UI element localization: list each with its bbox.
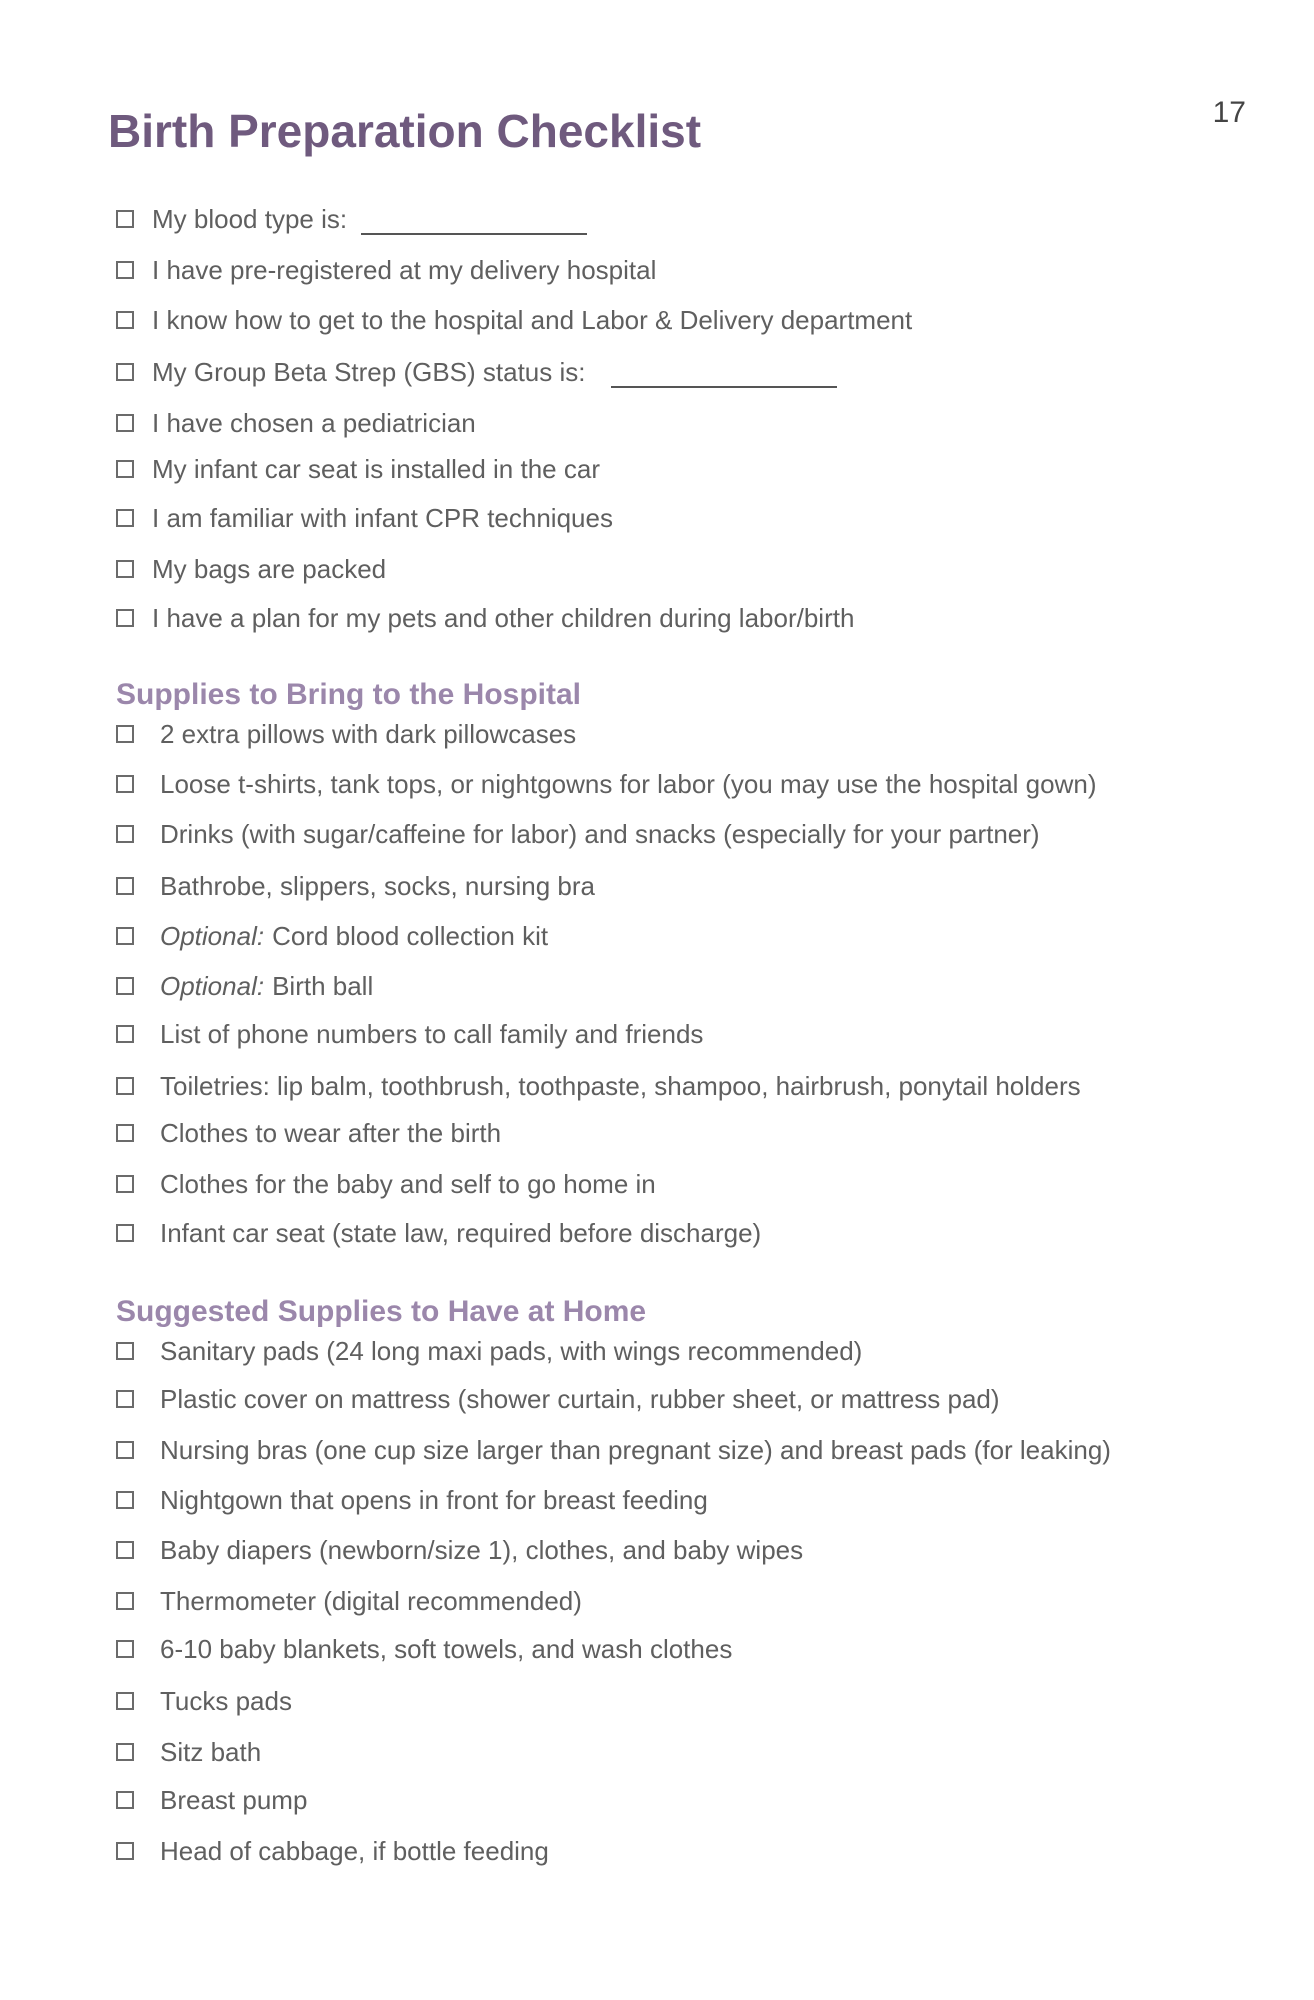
checkbox-icon[interactable] [116, 1342, 134, 1360]
checklist-item-optional[interactable] [116, 969, 373, 1003]
item-label: Plastic cover on mattress (shower curtain, rubber sheet, or mattress pad) [160, 1383, 1000, 1414]
checkbox-icon[interactable] [116, 1441, 134, 1459]
checkbox-icon[interactable] [116, 1592, 134, 1610]
item-label: Clothes for the baby and self to go home in [160, 1168, 656, 1199]
checkbox-icon[interactable] [116, 725, 134, 743]
checkbox-icon[interactable] [116, 1842, 134, 1860]
item-label: Bathrobe, slippers, socks, nursing bra [160, 870, 595, 901]
item-label: Tucks pads [160, 1685, 292, 1716]
item-label: I know how to get to the hospital and Labor & Delivery department [152, 304, 913, 335]
optional-prefix: Optional: [160, 970, 265, 1001]
item-label: 6-10 baby blankets, soft towels, and wash clothes [160, 1633, 733, 1664]
checklist-item[interactable] [116, 717, 576, 751]
item-label: Cord blood collection kit [272, 920, 549, 951]
checklist-item[interactable] [116, 1834, 549, 1868]
checkbox-icon[interactable] [116, 977, 134, 995]
checklist-item[interactable] [116, 1735, 261, 1769]
item-label: I have chosen a pediatrician [152, 407, 476, 438]
checkbox-icon[interactable] [116, 311, 134, 329]
checklist-item[interactable] [116, 1783, 307, 1817]
checkbox-icon[interactable] [116, 1077, 134, 1095]
checklist-item[interactable] [116, 1167, 656, 1201]
blood-type-blank-line[interactable] [361, 203, 587, 235]
item-label: I have pre-registered at my delivery hospital [152, 254, 657, 285]
checkbox-icon[interactable] [116, 1791, 134, 1809]
checkbox-icon[interactable] [116, 1390, 134, 1408]
checklist-item[interactable] [116, 1684, 292, 1718]
checkbox-icon[interactable] [116, 414, 134, 432]
checkbox-icon[interactable] [116, 460, 134, 478]
item-label: Birth ball [272, 970, 374, 1001]
item-label: My bags are packed [152, 553, 387, 584]
checklist-item[interactable] [116, 1069, 1081, 1103]
checklist-item[interactable] [116, 253, 656, 287]
item-label: Drinks (with sugar/caffeine for labor) and snacks (especially for your partner) [160, 818, 1040, 849]
item-label: Sitz bath [160, 1736, 262, 1767]
checkbox-icon[interactable] [116, 1743, 134, 1761]
checkbox-icon[interactable] [116, 1224, 134, 1242]
item-label: My infant car seat is installed in the car [152, 453, 600, 484]
section-heading-hospital: Supplies to Bring to the Hospital [116, 678, 581, 711]
checklist-item[interactable] [116, 303, 912, 337]
item-label: Infant car seat (state law, required before discharge) [160, 1217, 762, 1248]
item-label: I have a plan for my pets and other children during labor/birth [152, 602, 855, 633]
item-label: Toiletries: lip balm, toothbrush, toothpaste, shampoo, hairbrush, ponytail holders [160, 1070, 1081, 1101]
item-label: Head of cabbage, if bottle feeding [160, 1835, 549, 1866]
checkbox-icon[interactable] [116, 775, 134, 793]
checklist-item[interactable] [116, 1632, 732, 1666]
section-heading-home: Suggested Supplies to Have at Home [116, 1295, 647, 1328]
item-label: My Group Beta Strep (GBS) status is: [152, 356, 586, 387]
checklist-item[interactable] [116, 869, 595, 903]
checklist-item[interactable] [116, 1334, 862, 1368]
checklist-item[interactable] [116, 1382, 1000, 1416]
checkbox-icon[interactable] [116, 1025, 134, 1043]
checkbox-icon[interactable] [116, 1541, 134, 1559]
checklist-item[interactable] [116, 452, 600, 486]
gbs-status-blank-line[interactable] [611, 356, 837, 388]
item-label: Clothes to wear after the birth [160, 1117, 502, 1148]
checkbox-icon[interactable] [116, 825, 134, 843]
checklist-item[interactable] [116, 1017, 703, 1051]
checkbox-icon[interactable] [116, 609, 134, 627]
checklist-item[interactable] [116, 1483, 708, 1517]
checklist-item[interactable] [116, 552, 386, 586]
item-label: 2 extra pillows with dark pillowcases [160, 718, 577, 749]
checklist-item-blood-type[interactable] [116, 202, 587, 236]
item-label: Sanitary pads (24 long maxi pads, with wings recommended) [160, 1335, 863, 1366]
checklist-item[interactable] [116, 1584, 582, 1618]
checkbox-icon[interactable] [116, 1692, 134, 1710]
page-number: 17 [1212, 96, 1246, 129]
item-label: Nursing bras (one cup size larger than pregnant size) and breast pads (for leaking) [160, 1434, 1111, 1465]
checkbox-icon[interactable] [116, 509, 134, 527]
checklist-item[interactable] [116, 1533, 803, 1567]
checkbox-icon[interactable] [116, 560, 134, 578]
checklist-item[interactable] [116, 1116, 501, 1150]
checkbox-icon[interactable] [116, 1124, 134, 1142]
item-label: Nightgown that opens in front for breast feeding [160, 1484, 708, 1515]
checkbox-icon[interactable] [116, 1491, 134, 1509]
item-label: Thermometer (digital recommended) [160, 1585, 582, 1616]
checkbox-icon[interactable] [116, 210, 134, 228]
checkbox-icon[interactable] [116, 261, 134, 279]
checklist-item[interactable] [116, 501, 613, 535]
checklist-item-optional[interactable] [116, 919, 548, 953]
checkbox-icon[interactable] [116, 877, 134, 895]
item-label: List of phone numbers to call family and friends [160, 1018, 704, 1049]
checkbox-icon[interactable] [116, 363, 134, 381]
checklist-item-gbs-status[interactable] [116, 355, 837, 389]
checklist-item[interactable] [116, 817, 1040, 851]
item-label: Loose t-shirts, tank tops, or nightgowns for labor (you may use the hospital gown) [160, 768, 1097, 799]
checkbox-icon[interactable] [116, 1175, 134, 1193]
item-label: My blood type is: [152, 203, 348, 234]
checkbox-icon[interactable] [116, 927, 134, 945]
item-label: Breast pump [160, 1784, 308, 1815]
checklist-item[interactable] [116, 767, 1096, 801]
checklist-item[interactable] [116, 1216, 761, 1250]
checkbox-icon[interactable] [116, 1640, 134, 1658]
checklist-item[interactable] [116, 601, 854, 635]
checklist-item[interactable] [116, 406, 476, 440]
optional-prefix: Optional: [160, 920, 265, 951]
checklist-item[interactable] [116, 1433, 1111, 1467]
page-title: Birth Preparation Checklist [108, 105, 702, 157]
item-label: I am familiar with infant CPR techniques [152, 502, 613, 533]
item-label: Baby diapers (newborn/size 1), clothes, and baby wipes [160, 1534, 804, 1565]
